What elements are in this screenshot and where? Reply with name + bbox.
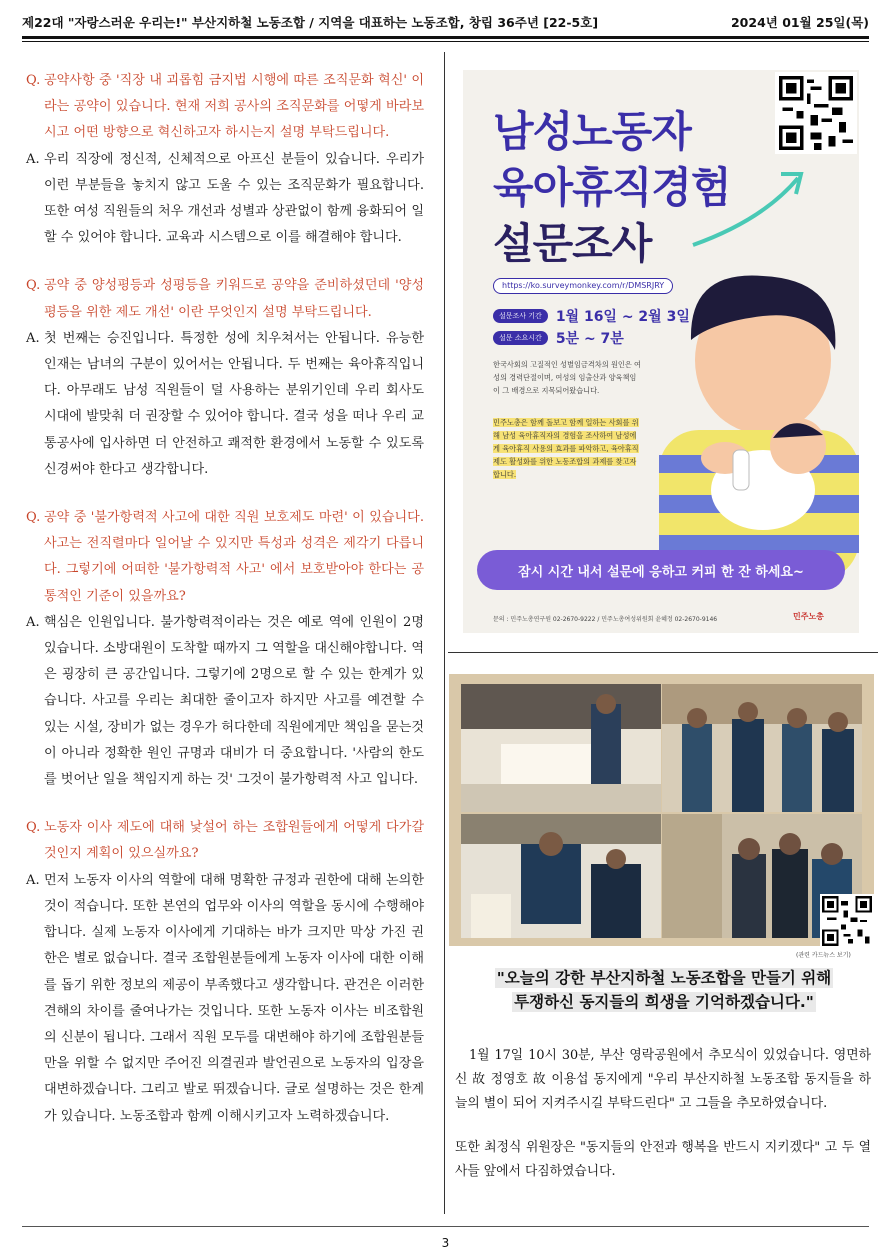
answer-text: 우리 직장에 정신적, 신체적으로 아프신 분들이 있습니다. 우리가 이런 부분들을 놓치지 않고 도울 수 있는 조직문화가 필요합니다. 또한 여성 직원들의 처우 개선과 성별과 상관없이 함께 융화되어 일할 수 있어야 합니다. 교육과 시스템으로 이를 해결해야 합니다. [44,151,424,246]
header-rule-thin [22,41,869,42]
answer-mark: A. [26,614,40,630]
survey-url[interactable]: https://ko.surveymonkey.com/r/DMSRJRY [493,278,673,294]
question [26,273,424,325]
duration-value: 5분 ~ 7분 [555,331,624,347]
photo-offering [461,814,661,938]
quote-line: "오늘의 강한 부산지하철 노동조합을 만들기 위해 [496,969,832,987]
survey-poster [463,70,859,633]
header-rule [22,36,869,39]
duration-label: 설문 소요시간 [493,331,548,345]
quote-line: 투쟁하신 동지들의 희생을 기억하겠습니다." [514,993,814,1011]
poster-title-line: 남성노동자 [493,107,691,156]
photo-union-members [662,684,862,812]
photo-memorial-altar [461,684,661,812]
poster-text-purpose-body: 민주노총은 함께 돌보고 함께 일하는 사회를 위해 남성 육아휴직자의 경험을 조사하여 남성에게 육아휴직 사용의 효과를 파악하고, 육아휴직제도 활성화를 위한 노동조합의 과제를 찾고자합니다. [493,418,639,479]
poster-title-line: 설문조사 [493,219,652,268]
answer [26,147,424,252]
question-mark: Q. [26,73,41,88]
poster-contact: 문의 : 민주노총연구원 02-2670-9222 / 민주노총여성위원회 윤혜정 02-2670-9146 [493,616,718,623]
survey-period [493,306,690,326]
answer [26,610,424,793]
question-text: 공약 중 '불가항력적 사고에 대한 직원 보호제도 마련' 이 있습니다. 사고는 전직렬마다 일어날 수 있지만 특성과 성격은 제각기 다릅니다. 그렇기에 어떠한 '불가항력적 사고' 에서 보호받아야 한다는 공통적인 기준이 있을까요? [44,510,424,604]
question-text: 노동자 이사 제도에 대해 낯설어 하는 조합원들에게 어떻게 다가갈 것인지 계획이 있으실까요? [44,820,424,862]
qa-item [26,505,424,793]
question-text: 공약 중 양성평등과 성평등을 키워드로 공약을 준비하셨던데 '양성평등을 위한 제도 개선' 이란 무엇인지 설명 부탁드립니다. [44,278,424,320]
answer-mark: A. [26,330,40,346]
headline-quote [468,966,860,1014]
question [26,68,424,147]
section-divider [448,652,878,653]
poster-title [493,104,730,272]
answer-text: 핵심은 인원입니다. 불가항력적이라는 것은 예로 역에 인원이 2명 있습니다. 소방대원이 도착할 때까지 그 역할을 대신해야합니다. 역은 굉장히 큰 공간입니다. 그렇기에 2명으로 할 수 있는 한계가 있습니다. 사고를 우리는 최대한 줄이고자 하지만 사고를 예견할 수 있는 시설, 장비가 없는 경우가 허다한데 직원에게만 책임을 묻는것이 아니라 정확한 원인 규명과 대비가 더 중요합니다. '사람의 한도를 벗어난 일을 책임지게 하는 것' 그것이 불가항력적 사고 입니다. [44,614,424,788]
qr-caption: (관련 카드뉴스 보기) [796,952,851,959]
poster-title-line: 육아휴직경험 [493,163,731,212]
answer-mark: A. [26,872,40,888]
qa-item [26,273,424,483]
article-paragraph: 또한 최정식 위원장은 "동지들의 안전과 행복을 반드시 지키겠다" 고 두 열사들 앞에서 다짐하였습니다. [455,1140,871,1179]
answer-text: 먼저 노동자 이사의 역할에 대해 명확한 규정과 권한에 대해 논의한 것이 적습니다. 또한 본연의 업무와 이사의 역할을 동시에 수행해야 합니다. 실제 노동자 이사에게 기대하는 바가 크지만 막상 가진 권한은 별로 없습니다. 결국 조합원분들에게 노동자 이사에 대한 이해를 돕기 위한 정보의 제공이 부족했다고 생각합니다. 관건은 이러한 견해의 차이를 줄여나가는 것입니다. 또한 노동자 이사는 비조합원의 신분이 됩니다. 그래서 직원 모두를 대변해야 하기에 조합원분들만을 위할 수 없지만 주어진 의결권과 발언권으로 노동자의 입장을 대변하겠습니다. 그리고 발로 뛰겠습니다. 글로 설명하는 것은 한계가 있습니다. 노동조합과 함께 이해시키고자 노력하겠습니다. [44,872,424,1124]
page-number: 3 [441,1236,450,1250]
interview-column [26,68,424,1152]
question-mark: Q. [26,820,41,836]
qr-code-icon[interactable] [775,72,857,154]
answer-text: 첫 번째는 승진입니다. 특정한 성에 치우쳐서는 안됩니다. 유능한 인재는 남녀의 구분이 있어서는 안됩니다. 두 번째는 육아휴직입니다. 아무래도 남성 직원들이 덜 사용하는 분위기인데 우리 회사도 시대에 발맞춰 더 권장할 수 있어야 합니다. 결국 성을 떠나 우리 교통공사에 입사하면 더 안전하고 쾌적한 환경에서 노동할 수 있도록 신경써야 한다고 생각합니다. [44,330,424,477]
question [26,505,424,610]
poster-banner: 잠시 시간 내서 설문에 응하고 커피 한 잔 하세요~ [477,550,845,590]
kctu-logo: 민주노총 [793,612,824,621]
memorial-photo-collage [449,674,874,946]
poster-text-background: 한국사회의 고질적인 성별임금격차의 원인은 여성의 경력단절이며, 여성의 임출산과 양육책임이 그 배경으로 지목되어왔습니다. [493,360,642,395]
question-text: 공약사항 중 '직장 내 괴롭힘 금지법 시행에 따른 조직문화 혁신' 이라는 공약이 있습니다. 현재 저희 공사의 조직문화를 어떻게 바라보시고 어떤 방향으로 혁신하고자 하시는지 설명 부탁드립니다. [44,73,424,141]
article-paragraph: 1월 17일 10시 30분, 부산 영락공원에서 추모식이 있었습니다. 영면하신 故 정영호 故 이용섭 동지에게 "우리 부산지하철 노동조합 동지들을 하늘의 별이 되어 지켜주시길 부탁드린다" 고 그들을 추모하였습니다. [455,1048,871,1111]
answer [26,326,424,483]
answer [26,868,424,1130]
memorial-article [455,1044,871,1204]
masthead-title: 제22대 "자랑스러운 우리는!" 부산지하철 노동조합 / 지역을 대표하는 노동조합, 창립 36주년 [22-5호] [22,15,599,30]
answer-mark: A. [26,151,40,167]
news-qr-code-icon[interactable] [820,894,874,948]
period-label: 설문조사 기간 [493,309,548,323]
question-mark: Q. [26,510,41,526]
masthead-date: 2024년 01월 25일(목) [730,15,869,30]
masthead [22,10,869,34]
poster-text-purpose [493,416,643,481]
column-divider [444,52,445,1214]
survey-duration [493,328,624,348]
qa-item [26,68,424,251]
footer-rule [22,1226,869,1227]
period-value: 1월 16일 ~ 2월 3일 [555,309,690,325]
question [26,815,424,867]
qa-item [26,815,424,1129]
question-mark: Q. [26,278,41,294]
